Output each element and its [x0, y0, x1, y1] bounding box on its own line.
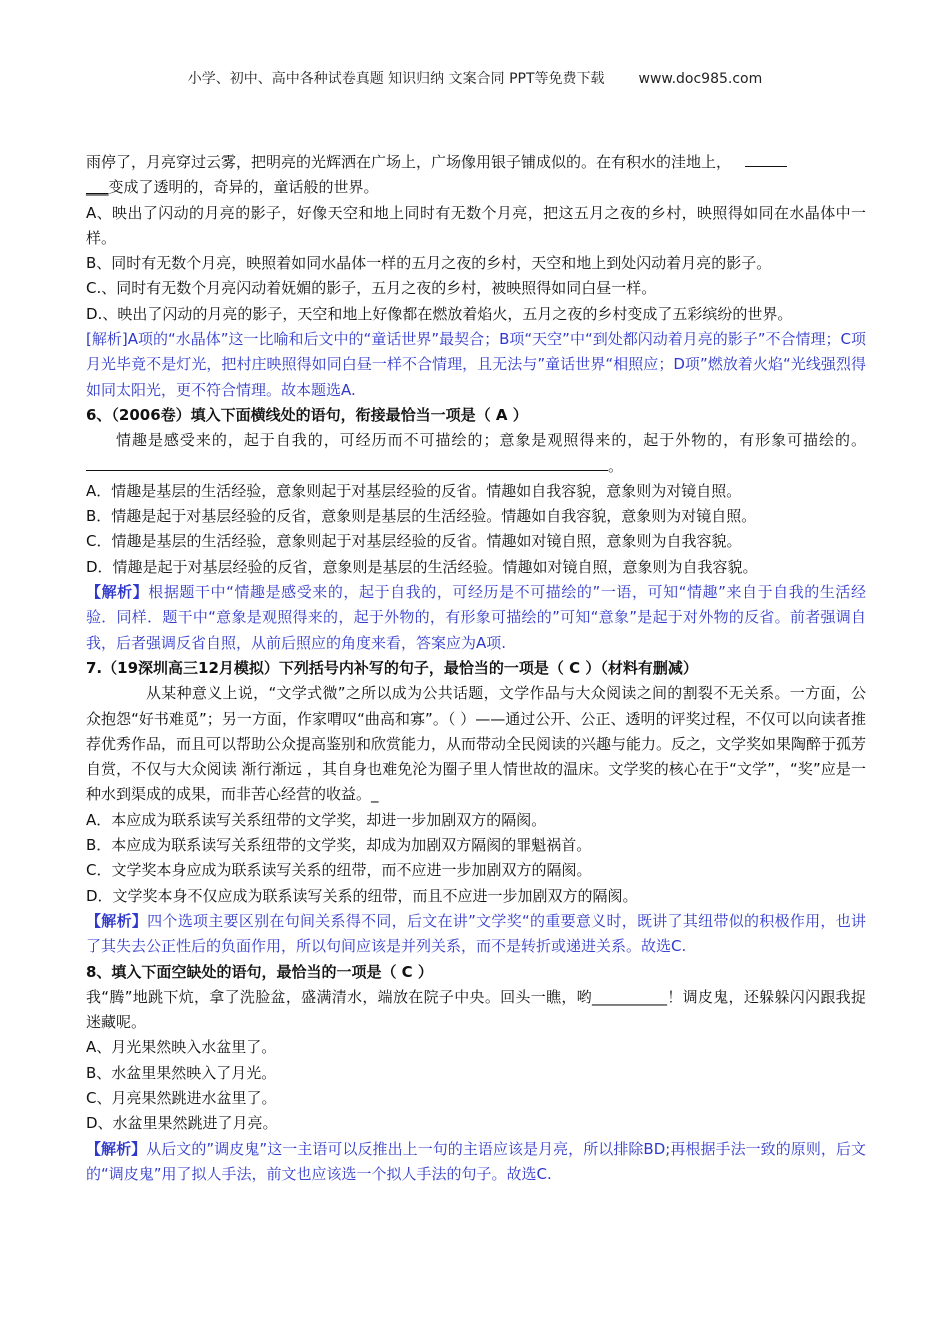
q6-title: 6、（2006卷）填入下面横线处的语句，衔接最恰当一项是（ A ） [86, 405, 528, 424]
q8-option-d: D、水盆里果然跳进了月亮。 [86, 1114, 278, 1133]
document-body [86, 150, 866, 1187]
q7-explanation: 【解析】四个选项主要区别在句间关系得不同，后文在讲”文学奖“的重要意义时，既讲了其纽带似的积极作用，也讲了其失去公正性后的负面作用，所以句间应该是并列关系，而不是转折或递进关系。故选C. [86, 911, 866, 956]
q8-title: 8、填入下面空缺处的语句，最恰当的一项是（ C ） [86, 962, 433, 981]
q6-option-a: A．情趣是基层的生活经验，意象则起于对基层经验的反省。情趣如自我容貌，意象则为对镜自照。 [86, 481, 742, 500]
q8-option-a: A、月光果然映入水盆里了。 [86, 1038, 277, 1057]
q8-stem: 我“腾”地跳下炕，拿了洗脸盆，盛满清水，端放在院子中央。回头一瞧，哟__________！调皮鬼，还躲躲闪闪跟我捉迷藏呢。 [86, 987, 866, 1032]
q6-option-c: C．情趣是基层的生活经验，意象则起于对基层经验的反省。情趣如对镜自照，意象则为自我容貌。 [86, 532, 742, 551]
header-text: 小学、初中、高中各种试卷真题 知识归纳 文案合同 PPT等免费下载 [187, 71, 605, 87]
q7-option-c: C．文学奖本身应成为联系读写关系的纽带，而不应进一步加剧双方的隔阂。 [86, 861, 592, 880]
q6-stem: 情趣是感受来的，起于自我的，可经历而不可描绘的；意象是观照得来的，起于外物的，有形象可描绘的。。 [86, 428, 866, 479]
q6-blank [86, 455, 608, 471]
q7-title: 7.（19深圳高三12月模拟）下列括号内补写的句子，最恰当的一项是（ C ）（材料有删减） [86, 658, 698, 677]
q7-option-d: D．文学奖本身不仅应成为联系读写关系的纽带，而且不应进一步加剧双方的隔阂。 [86, 886, 638, 905]
q7-passage: 从某种意义上说，“文学式微”之所以成为公共话题，文学作品与大众阅读之间的割裂不无关系。一方面，公众抱怨“好书难觅”；另一方面，作家喟叹“曲高和寡”。（ ）——通过公开、公正、透明的评奖过程，不仅可以向读者推荐优秀作品，而且可以帮助公众提高鉴别和欣赏能力，从而带动全民阅读的兴趣与能力。反之，文学奖如果陶醉于孤芳自赏，不仅与大众阅读 渐行渐远 ，其自身也难免沦为圈子里人情世故的温床。文学奖的核心在于“文学”，“奖”应是一种水到渠成的成果，而非苦心经营的收益。_ [86, 684, 867, 804]
q8-explanation: 【解析】从后文的”调皮鬼”这一主语可以反推出上一句的主语应该是月亮，所以排除BD;再根据手法一致的原则，后文的“调皮鬼”用了拟人手法，前文也应该选一个拟人手法的句子。故选C. [86, 1139, 866, 1183]
q8-option-c: C、月亮果然跳进水盆里了。 [86, 1088, 277, 1107]
q5-stem: 雨停了，月亮穿过云雾，把明亮的光辉洒在广场上，广场像用银子铺成似的。在有积水的洼地上， ___变成了透明的，奇异的，童话般的世界。 [86, 150, 866, 201]
q6-option-b: B．情趣是起于对基层经验的反省，意象则是基层的生活经验。情趣如自我容貌，意象则为对镜自照。 [86, 507, 757, 526]
q8-option-b: B、水盆里果然映入了月光。 [86, 1063, 277, 1082]
q5-option-d: D.、映出了闪动的月亮的影子，天空和地上好像都在燃放着焰火，五月之夜的乡村变成了五彩缤纷的世界。 [86, 304, 793, 323]
q5-explanation: [解析]A项的“水晶体”这一比喻和后文中的“童话世界”最契合；B项“天空”中“到处都闪动着月亮的影子”不合情理；C项月光毕竟不是灯光，把村庄映照得如同白昼一样不合情理，且无法与”童话世界“相照应；D项”燃放着火焰“光线强烈得如同太阳光，更不符合情理。故本题选A. [86, 330, 866, 399]
q6-explanation: 【解析】根据题干中“情趣是感受来的，起于自我的，可经历是不可描绘的”一语，可知“情趣”来自于自我的生活经验．同样．题干中“意象是观照得来的，起于外物的，有形象可描绘的”可知“意象”是起于对外物的反省。前者强调自我，后者强调反省自照，从前后照应的角度来看，答案应为A项. [86, 583, 866, 652]
q7-option-a: A．本应成为联系读写关系纽带的文学奖，却进一步加剧双方的隔阂。 [86, 810, 547, 829]
q7-option-b: B．本应成为联系读写关系纽带的文学奖，却成为加剧双方隔阂的罪魁祸首。 [86, 836, 592, 855]
q5-option-c: C.、同时有无数个月亮闪动着妩媚的影子，五月之夜的乡村，被映照得如同白昼一样。 [86, 279, 657, 298]
page-header [0, 68, 950, 88]
q5-option-b: B、同时有无数个月亮，映照着如同水晶体一样的五月之夜的乡村，天空和地上到处闪动着月亮的影子。 [86, 254, 772, 273]
header-url[interactable]: www.doc985.com [638, 71, 763, 87]
q5-blank [745, 151, 787, 167]
q6-option-d: D．情趣是起于对基层经验的反省，意象则是基层的生活经验。情趣如对镜自照，意象则为自我容貌。 [86, 557, 758, 576]
q5-option-a: A、映出了闪动的月亮的影子，好像天空和地上同时有无数个月亮，把这五月之夜的乡村，映照得如同在水晶体中一样。 [86, 203, 866, 247]
